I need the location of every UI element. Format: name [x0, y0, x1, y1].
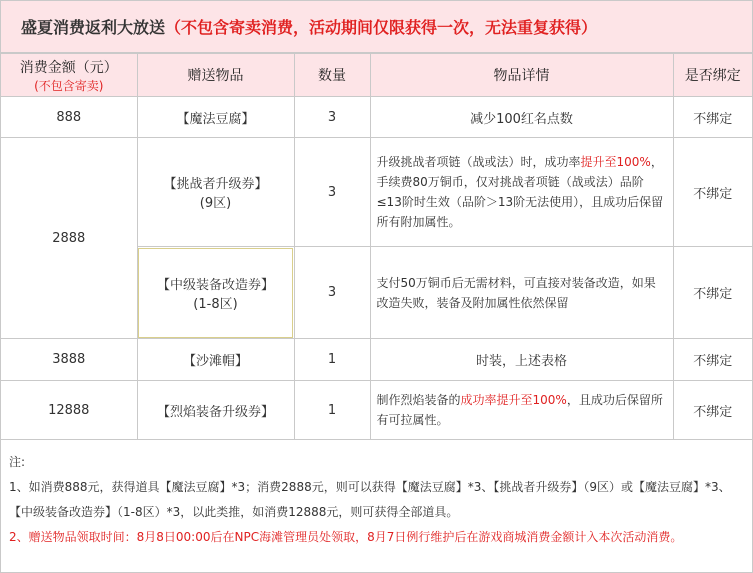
title-note: （不包含寄卖消费，活动期间仅限获得一次，无法重复获得） — [165, 18, 598, 37]
reward-table — [1, 53, 752, 440]
cell-detail: 时装，上述表格 — [370, 339, 673, 381]
header-qty: 数量 — [294, 54, 370, 97]
cell-qty: 1 — [294, 381, 370, 440]
cell-bind: 不绑定 — [673, 381, 752, 440]
cell-amount: 3888 — [1, 339, 137, 381]
cell-detail: 制作烈焰装备的成功率提升至100%，且成功后保留所有可拉属性。 — [370, 381, 673, 440]
table-header-row — [1, 54, 752, 97]
cell-gift-server: (9区) — [199, 196, 232, 211]
notes-label: 注: — [9, 455, 26, 469]
table-row — [1, 138, 752, 247]
cell-amount: 2888 — [1, 138, 137, 339]
header-gift: 赠送物品 — [137, 54, 294, 97]
notes-line-2: 2、赠送物品领取时间：8月8日00:00后在NPC海滩管理员处领取，8月7日例行维护后在游戏商城消费金额计入本次活动消费。 — [9, 530, 683, 544]
cell-gift: 【沙滩帽】 — [137, 339, 294, 381]
cell-gift: 【烈焰装备升级券】 — [137, 381, 294, 440]
cell-gift: 【魔法豆腐】 — [137, 97, 294, 138]
cell-gift: 【挑战者升级券】 (9区) — [137, 138, 294, 247]
promo-title — [1, 1, 752, 53]
notes-section — [1, 440, 752, 550]
cell-bind: 不绑定 — [673, 339, 752, 381]
cell-amount: 888 — [1, 97, 137, 138]
cell-bind: 不绑定 — [673, 247, 752, 339]
header-amount: 消费金额（元） (不包含寄卖) — [1, 54, 137, 97]
title-main: 盛夏消费返利大放送 — [21, 18, 166, 37]
table-row — [1, 381, 752, 440]
header-detail: 物品详情 — [370, 54, 673, 97]
cell-gift-server: (1-8区) — [193, 296, 238, 312]
cell-amount: 12888 — [1, 381, 137, 440]
cell-qty: 3 — [294, 97, 370, 138]
header-bind: 是否绑定 — [673, 54, 752, 97]
cell-detail: 支付50万铜币后无需材料，可直接对装备改造，如果改造失败，装备及附加属性依然保留 — [370, 247, 673, 339]
table-row — [1, 339, 752, 381]
cell-qty: 3 — [294, 247, 370, 339]
cell-bind: 不绑定 — [673, 138, 752, 247]
cell-qty: 3 — [294, 138, 370, 247]
cell-detail: 升级挑战者项链（战或法）时，成功率提升至100%，手续费80万铜币，仅对挑战者项链（战或法）品阶≤13阶时生效（品阶＞13阶无法使用），且成功后保留所有附加属性。 — [370, 138, 673, 247]
cell-detail: 减少100红名点数 — [370, 97, 673, 138]
header-amount-note: (不包含寄卖) — [34, 78, 104, 93]
notes-line-1: 1、如消费888元，获得道具【魔法豆腐】*3；消费2888元，则可以获得【魔法豆腐】*3、【挑战者升级券】（9区）或【魔法豆腐】*3、【中级装备改造券】（1-8区）*3，以此类推，如消费12888元，则可获得全部道具。 — [9, 480, 731, 519]
table-row — [1, 97, 752, 138]
cell-gift: 【中级装备改造券】 (1-8区) — [137, 247, 294, 339]
cell-bind: 不绑定 — [673, 97, 752, 138]
cell-qty: 1 — [294, 339, 370, 381]
